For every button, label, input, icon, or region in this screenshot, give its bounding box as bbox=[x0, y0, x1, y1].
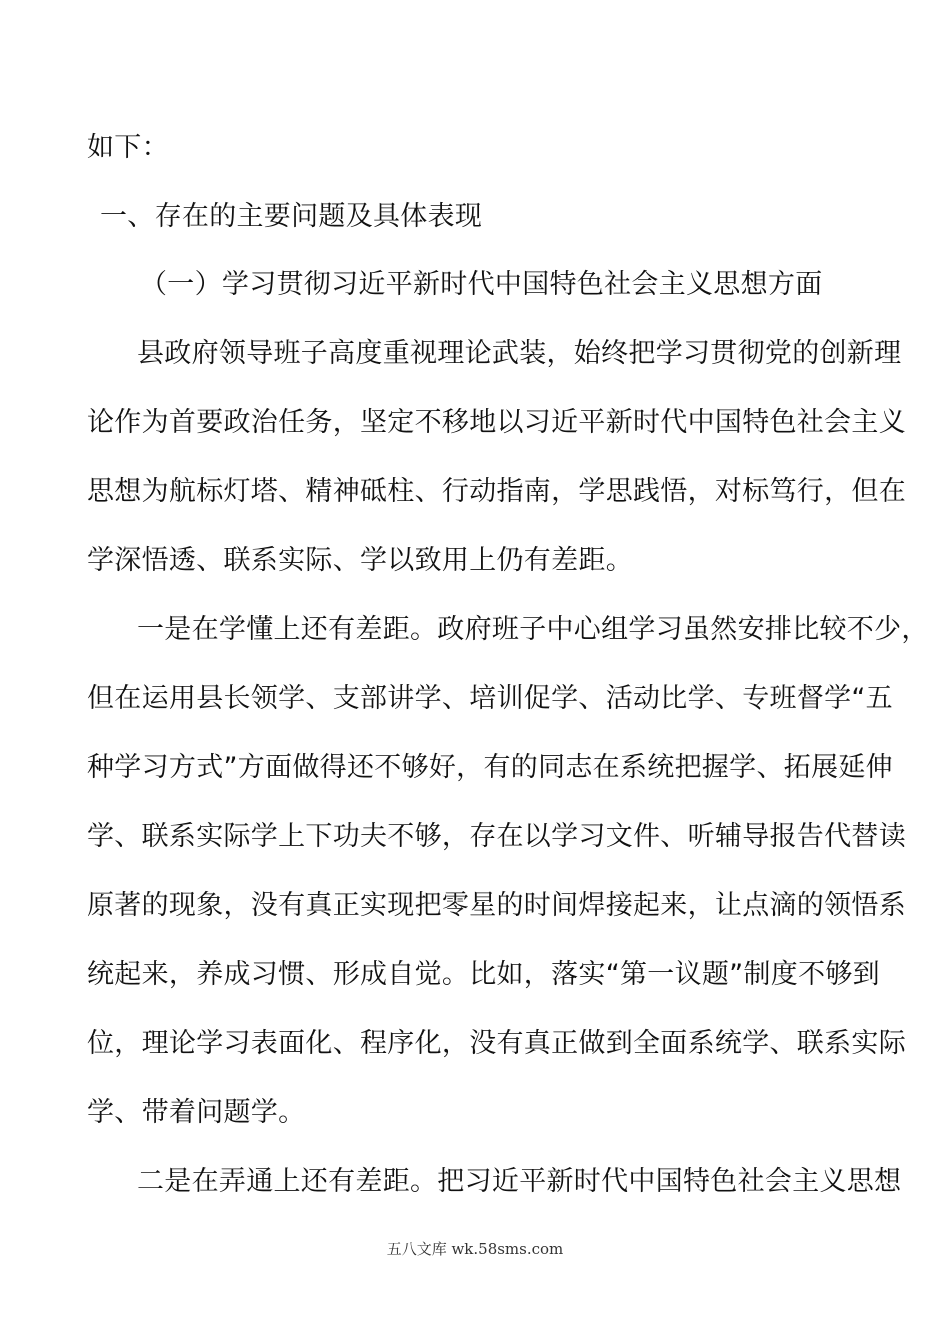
paragraph-1-line-2: 论作为首要政治任务，坚定不移地以习近平新时代中国特色社会主义 bbox=[87, 407, 906, 438]
footer-watermark: 五八文库 wk.58sms.com bbox=[386, 1240, 564, 1258]
paragraph-2-line-6: 统起来，养成习惯、形成自觉。比如，落实“第一议题”制度不够到 bbox=[87, 959, 880, 990]
paragraph-1-line-1: 县政府领导班子高度重视理论武装，始终把学习贯彻党的创新理 bbox=[137, 338, 902, 369]
section-heading: 一、存在的主要问题及具体表现 bbox=[100, 201, 483, 232]
paragraph-2-line-4: 学、联系实际学上下功夫不够，存在以学习文件、听辅导报告代替读 bbox=[87, 821, 906, 852]
paragraph-1-line-3: 思想为航标灯塔、精神砥柱、行动指南，学思践悟，对标笃行，但在 bbox=[87, 476, 906, 507]
paragraph-2-line-5: 原著的现象，没有真正实现把零星的时间焊接起来，让点滴的领悟系 bbox=[87, 890, 906, 921]
paragraph-2-line-2: 但在运用县长领学、支部讲学、培训促学、活动比学、专班督学“五 bbox=[87, 683, 893, 714]
paragraph-1-line-4: 学深悟透、联系实际、学以致用上仍有差距。 bbox=[87, 545, 633, 576]
text-line-1: 如下： bbox=[87, 132, 169, 163]
paragraph-2-line-1: 一是在学懂上还有差距。政府班子中心组学习虽然安排比较不少， bbox=[137, 614, 929, 645]
paragraph-2-line-7: 位，理论学习表面化、程序化，没有真正做到全面系统学、联系实际 bbox=[87, 1028, 906, 1059]
paragraph-3-line-1: 二是在弄通上还有差距。把习近平新时代中国特色社会主义思想 bbox=[137, 1166, 902, 1197]
paragraph-2-line-8: 学、带着问题学。 bbox=[87, 1097, 306, 1128]
subsection-heading: （一）学习贯彻习近平新时代中国特色社会主义思想方面 bbox=[140, 269, 823, 300]
paragraph-2-line-3: 种学习方式”方面做得还不够好，有的同志在系统把握学、拓展延伸 bbox=[87, 752, 893, 783]
